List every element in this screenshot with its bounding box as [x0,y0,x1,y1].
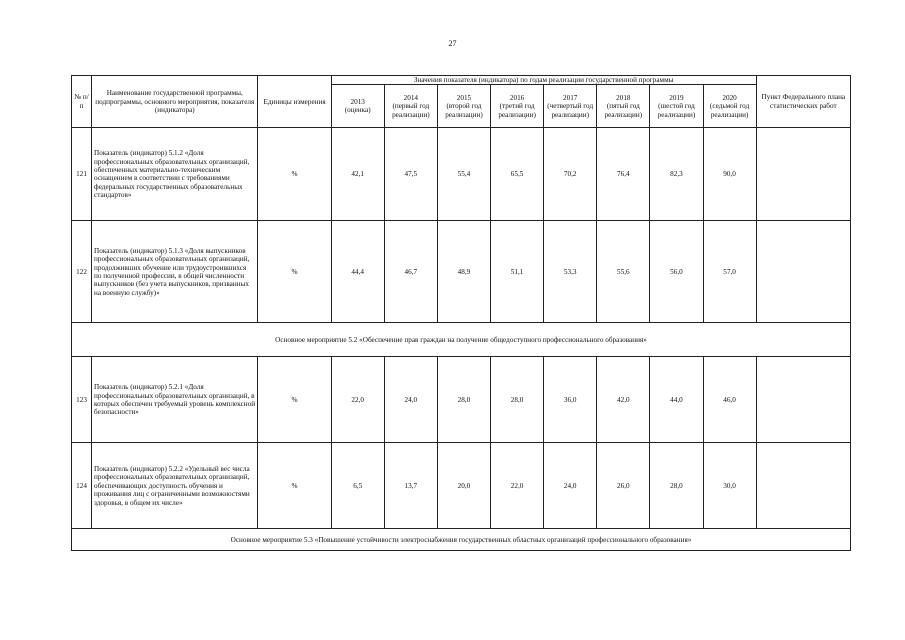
header-plan: Пункт Федерального плана статистических работ [756,76,850,128]
value-cell: 51,1 [491,221,544,323]
header-year-cell [384,85,437,128]
header-year-note: (третий год реализации) [498,102,536,119]
header-year: 2014 [403,93,419,102]
header-year-cell [331,85,384,128]
header-name: Наименование государственной программы, подпрограммы, основного мероприятия, показателя (индикатора) [92,76,258,128]
value-cell: 28,0 [437,357,490,443]
header-year-cell [437,85,490,128]
header-year-note: (оценка) [344,106,371,115]
table-row [72,128,851,221]
row-number: 122 [72,221,92,323]
value-cell: 26,0 [597,443,650,529]
plan-cell [756,221,850,323]
table-row [72,221,851,323]
value-cell: 28,0 [491,357,544,443]
value-cell: 53,3 [544,221,597,323]
table-row [72,357,851,443]
plan-cell [756,128,850,221]
header-values-group: Значения показателя (индикатора) по годам реализации государственной программы [331,76,756,85]
header-year-cell [544,85,597,128]
indicator-name: Показатель (индикатор) 5.1.2 «Доля профессиональных образовательных организаций, обеспеченных материально-техническим оснащением в соответствии с требованиями федеральных государственных образовательных стандартов» [92,128,258,221]
value-cell: 44,4 [331,221,384,323]
indicator-name: Показатель (индикатор) 5.2.2 «Удельный вес числа профессиональных образовательных организаций, обеспечивающих доступность обучения и проживания лиц с ограниченными возможностями здоровья, в общем их числе» [92,443,258,529]
header-year-cell [597,85,650,128]
value-cell: 36,0 [544,357,597,443]
row-number: 124 [72,443,92,529]
header-year-cell [650,85,703,128]
value-cell: 6,5 [331,443,384,529]
header-year: 2015 [456,93,472,102]
header-year-note: (второй год реализации) [445,102,483,119]
indicators-table [71,75,851,551]
unit-cell: % [258,443,331,529]
header-year: 2018 [616,93,631,102]
section-title: Основное мероприятие 5.3 «Повышение устойчивости электроснабжения государственных областных организаций профессионального образования» [72,529,851,551]
section-row [72,323,851,357]
value-cell: 42,1 [331,128,384,221]
header-year: 2019 [669,93,684,102]
value-cell: 82,3 [650,128,703,221]
page-number: 27 [448,39,457,48]
value-cell: 57,0 [703,221,756,323]
unit-cell: % [258,221,331,323]
value-cell: 30,0 [703,443,756,529]
indicator-name: Показатель (индикатор) 5.2.1 «Доля профессиональных образовательных организаций, в которых обеспечен требуемый уровень комплексной безопасности» [92,357,258,443]
value-cell: 76,4 [597,128,650,221]
value-cell: 22,0 [491,443,544,529]
header-year: 2016 [509,93,525,102]
value-cell: 42,0 [597,357,650,443]
row-number: 121 [72,128,92,221]
value-cell: 24,0 [384,357,437,443]
indicator-name: Показатель (индикатор) 5.1.3 «Доля выпускников профессиональных образовательных организаций, продолживших обучение или трудоустроившихся по полученной профессии, в общей численности выпускников (без учета выпускников, призванных на военную службу)» [92,221,258,323]
value-cell: 55,6 [597,221,650,323]
header-year-note: (четвертый год реализации) [547,102,594,119]
value-cell: 70,2 [544,128,597,221]
plan-cell [756,443,850,529]
value-cell: 46,0 [703,357,756,443]
header-num: № п/п [72,76,92,128]
value-cell: 48,9 [437,221,490,323]
table-row [72,443,851,529]
header-year-cell [703,85,756,128]
value-cell: 56,0 [650,221,703,323]
value-cell: 28,0 [650,443,703,529]
row-number: 123 [72,357,92,443]
header-units: Единицы измерения [258,76,331,128]
header-year-note: (седьмой год реализации) [709,102,750,119]
value-cell: 22,0 [331,357,384,443]
value-cell: 90,0 [703,128,756,221]
header-year: 2017 [563,93,578,102]
value-cell: 13,7 [384,443,437,529]
value-cell: 47,5 [384,128,437,221]
header-year: 2013 [350,98,365,106]
value-cell: 44,0 [650,357,703,443]
header-year-note: (первый год реализации) [392,102,430,119]
header-year: 2020 [722,93,737,102]
header-year-cell [491,85,544,128]
value-cell: 46,7 [384,221,437,323]
value-cell: 65,5 [491,128,544,221]
section-row [72,529,851,551]
unit-cell: % [258,128,331,221]
unit-cell: % [258,357,331,443]
header-year-note: (пятый год реализации) [604,102,643,119]
value-cell: 24,0 [544,443,597,529]
plan-cell [756,357,850,443]
section-title: Основное мероприятие 5.2 «Обеспечение прав граждан на получение общедоступного профессионального образования» [72,323,851,357]
value-cell: 55,4 [437,128,490,221]
header-year-note: (шестой год реализации) [657,102,696,119]
value-cell: 20,0 [437,443,490,529]
